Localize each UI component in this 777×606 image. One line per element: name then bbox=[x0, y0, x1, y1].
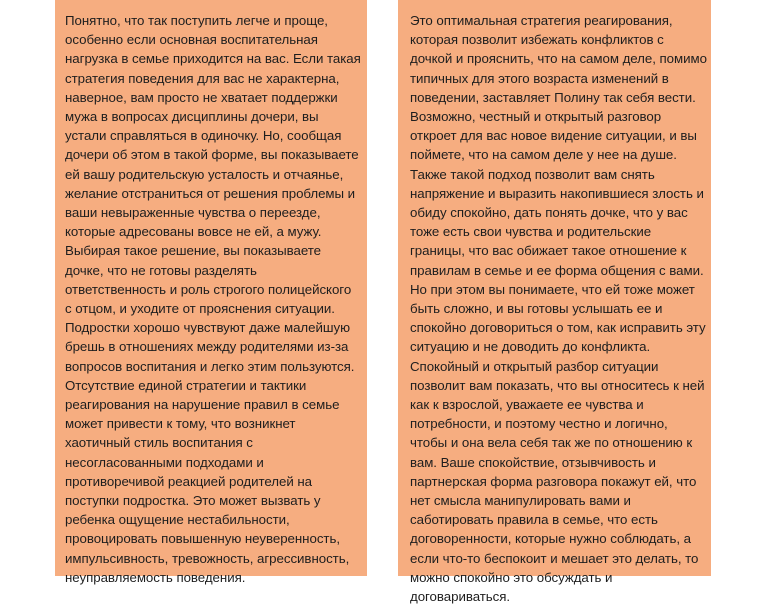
right-text-panel bbox=[398, 0, 711, 605]
right-panel-text: Это оптимальная стратегия реагирования, которая позволит избежать конфликтов с дочкой и прояснить, что на самом деле, помимо типичных для этого возраста изменений в поведении, заставляет Полину так себя вести. Возможно, честный и открытый разговор откроет для вас новое видение ситуации, и вы поймете, что на самом деле у нее на душе. Также такой подход позволит вам снять напряжение и выразить накопившиеся злость и обиду спокойно, дать понять дочке, что у вас тоже есть свои чувства и родительские границы, что вас обижает такое отношение к правилам в семье и ее форма общения с вами. Но при этом вы понимаете, что ей тоже может быть сложно, и вы готовы услышать ее и спокойно договориться о том, как исправить эту ситуацию и не доводить до конфликта. Спокойный и открытый разбор ситуации позволит вам показать, что вы относитесь к ней как к взрослой, уважаете ее чувства и потребности, и поэтому честно и логично, чтобы и она вела себя так же по отношению к вам. Ваше спокойствие, отзывчивость и партнерская форма разговора покажут ей, что нет смысла манипулировать вами и саботировать правила в семье, что есть договоренности, которые нужно соблюдать, а если что-то беспокоит и мешает это делать, то можно спокойно это обсуждать и договариваться. bbox=[410, 13, 707, 605]
left-text-panel bbox=[55, 0, 367, 585]
left-panel-text: Понятно, что так поступить легче и проще, особенно если основная воспитательная нагрузка в семье приходится на вас. Если такая стратегия поведения для вас не характерна, наверное, вам просто не хватает поддержки мужа в вопросах дисциплины дочери, вы устали справляться в одиночку. Но, сообщая дочери об этом в такой форме, вы показываете ей вашу родительскую усталость и отчаянье, желание отстраниться от решения проблемы и ваши невыраженные чувства о переезде, которые адресованы вовсе не ей, а мужу. Выбирая такое решение, вы показываете дочке, что не готовы разделять ответственность и роль строгого полицейского с отцом, и уходите от прояснения ситуации. Подростки хорошо чувствуют даже малейшую брешь в отношениях между родителями из-за вопросов воспитания и легко этим пользуются. Отсутствие единой стратегии и тактики реагирования на нарушение правил в семье может привести к тому, что возникнет хаотичный стиль воспитания с несогласованными подходами и противоречивой реакцией родителей на поступки подростка. Это может вызвать у ребенка ощущение нестабильности, провоцировать повышенную неуверенность, импульсивность, тревожность, агрессивность, неуправляемость поведения. bbox=[65, 13, 361, 585]
